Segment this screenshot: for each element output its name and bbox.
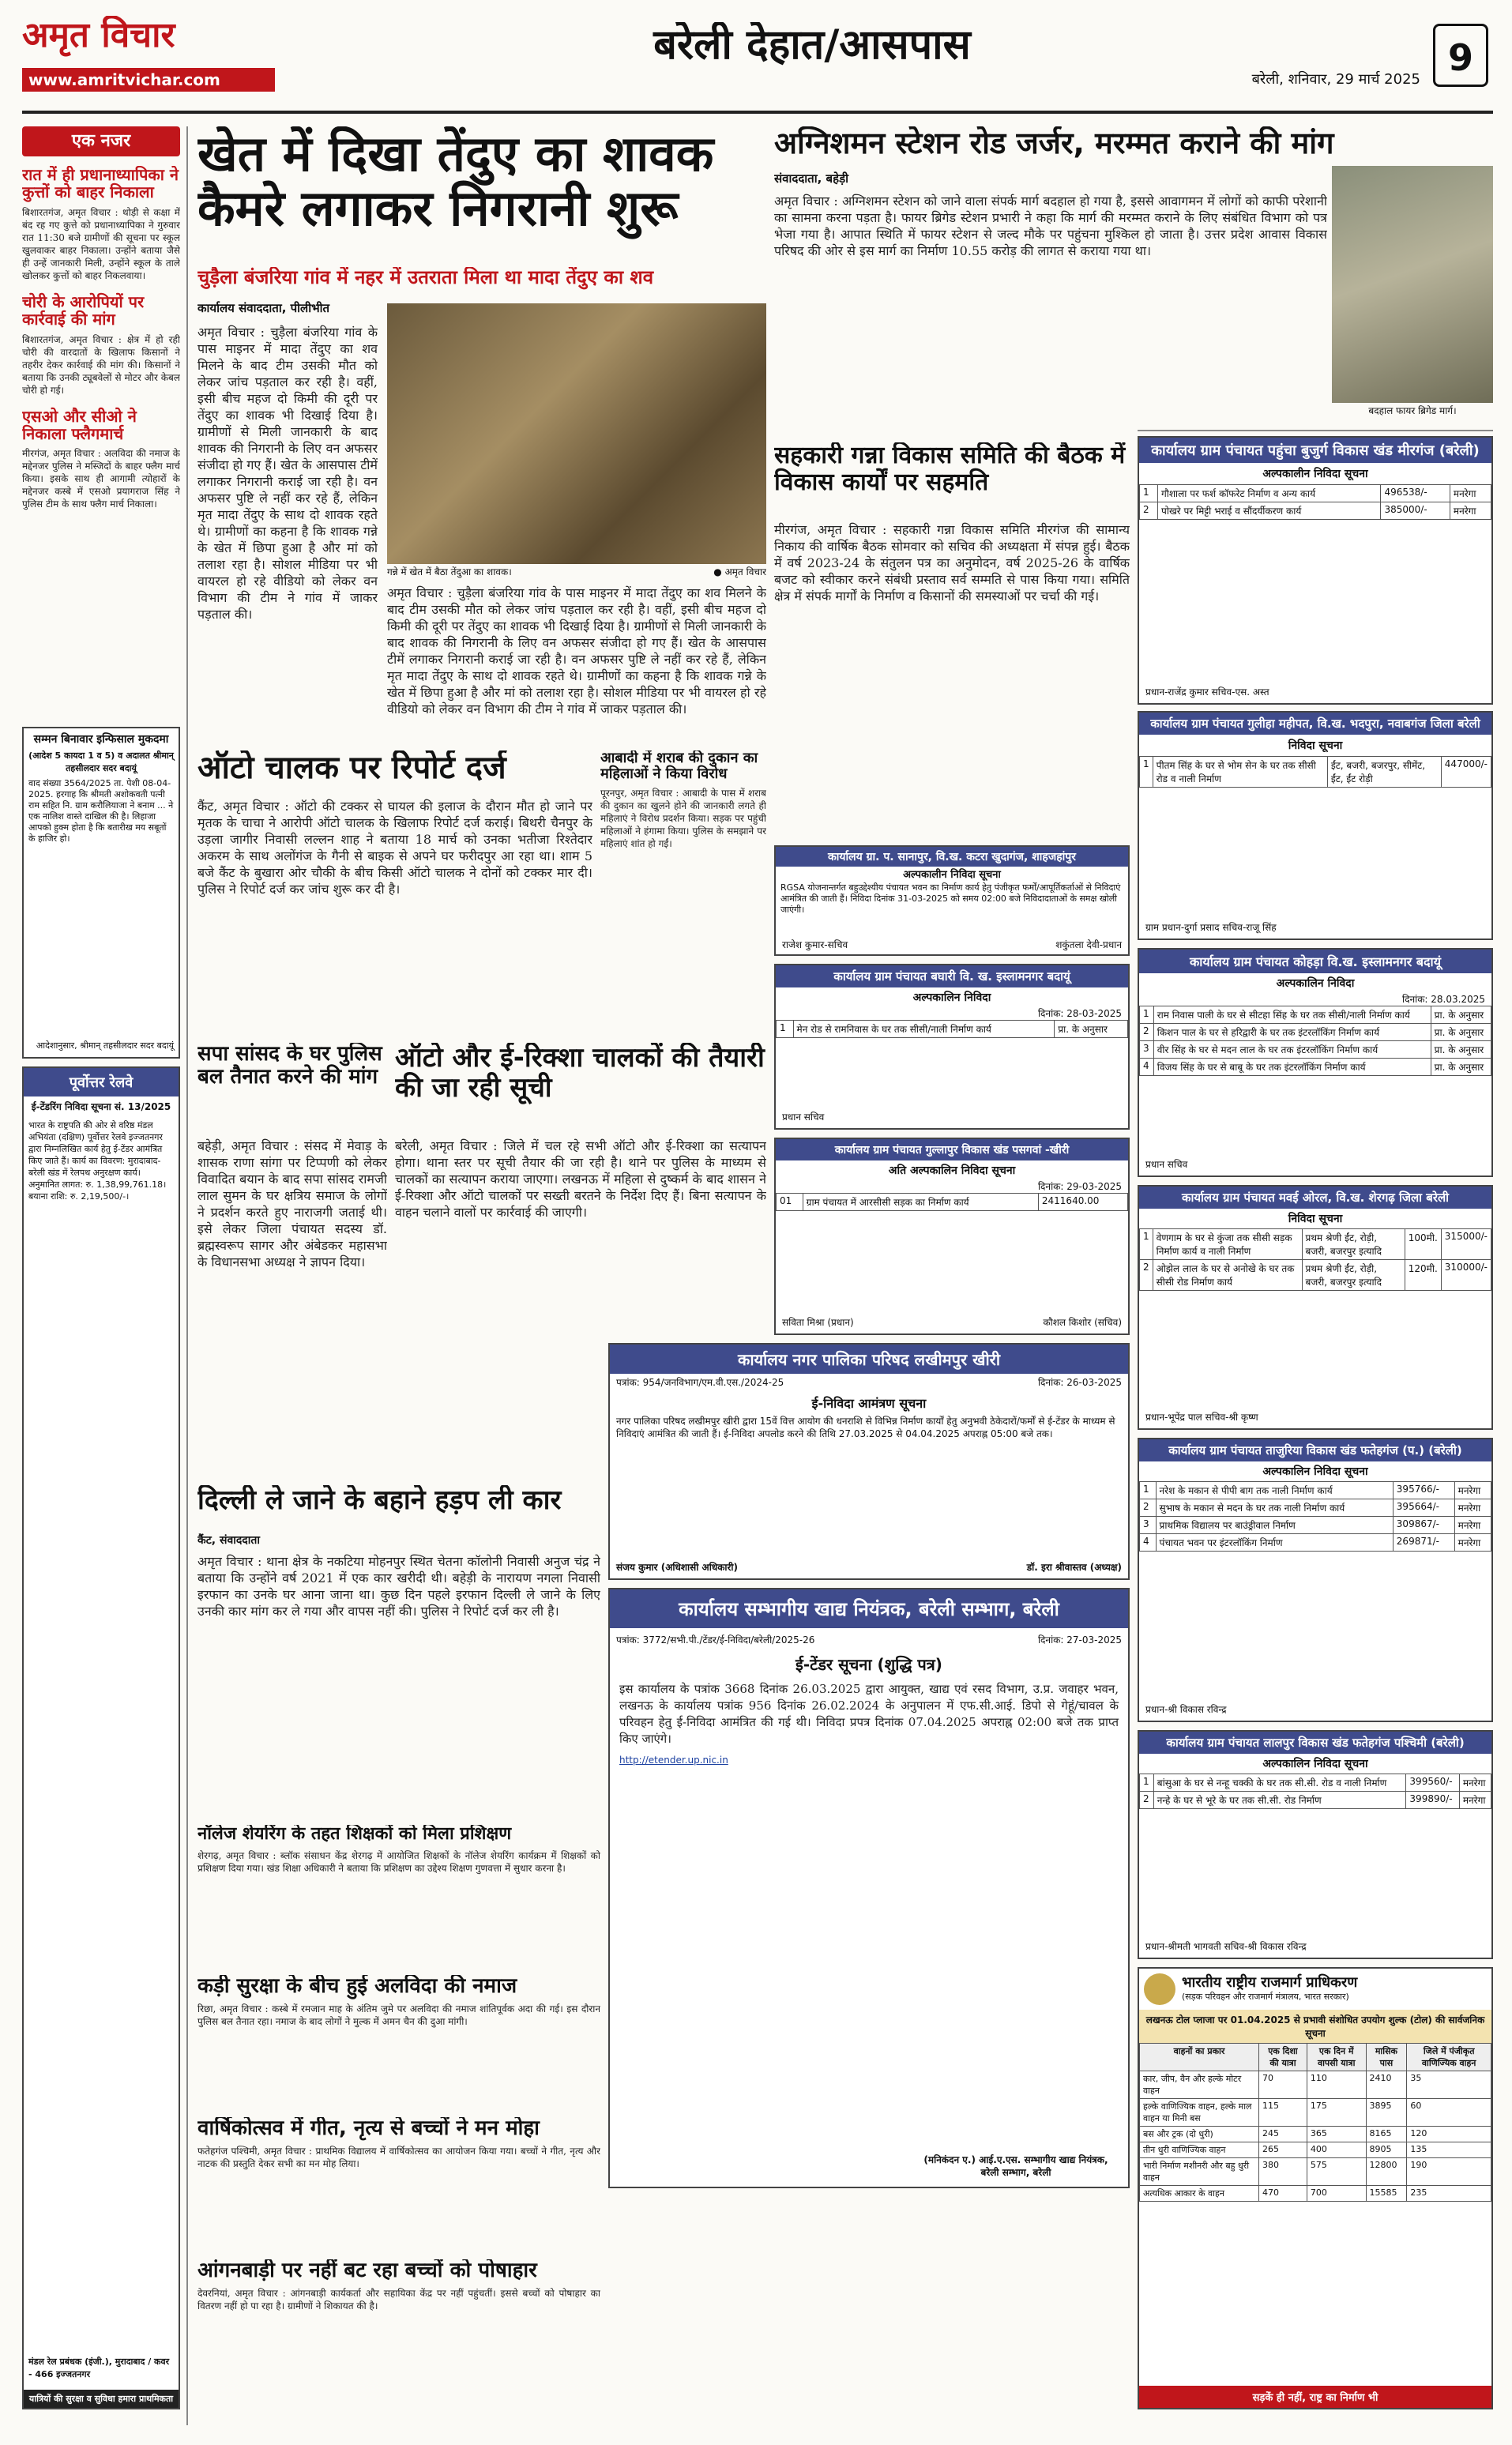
notice-signature: (मनिकंदन ए.) आई.ए.एस. सम्भागीय खाद्य नियंत्रक, बरेली सम्भाग, बरेली [923,2154,1108,2178]
sharab-body: पूरनपुर, अमृत विचार : आबादी के पास में शराब की दुकान का खुलने होने की जानकारी लगते ही महिलाएं ने विरोध प्रदर्शन किया। सड़क पर पहुंची महिलाओं ने हंगामा किया। पुलिस के समझाने पर महिलाएं शांत हो गईं। [600,788,766,850]
table-row: 1 बांसुआ के घर से नन्हू चक्की के घर तक सी.सी. रोड व नाली निर्माण 399560/- मनरेगा [1140,1774,1491,1792]
railway-body: भारत के राष्ट्रपति की ओर से वरिष्ठ मंडल अभियंता (दक्षिण) पूर्वोत्तर रेलवे इज्जतनगर द्वारा निम्नलिखित कार्य हेतु ई-टेंडर आमंत्रित किए जाते हैं। कार्य का विवरण: मुरादाबाद-बरेली खंड में रेलपथ अनुरक्षण कार्य। अनुमानित लागत: रु. 1,38,99,761.18। बयाना राशि: रु. 2,19,500/-। [28,1120,167,1202]
signature-right: डॉ. इरा श्रीवास्तव (अध्यक्ष) [1026,1562,1122,1573]
notice-signature: ग्राम प्रधान-दुर्गा प्रसाद सचिव-राजू सिंह [1145,922,1277,933]
brief-headline: रात में ही प्रधानाध्यापिका ने कुत्तों को बाहर निकाला [22,166,179,202]
signature-left: राजेश कुमार-सचिव [782,939,848,950]
lead-body-col2: अमृत विचार : चुड़ैला बंजरिया गांव के पास माइनर में मादा तेंदुए का शव मिलने के बाद टीम उसकी मौत को लेकर जांच पड़ताल कर रही है। वहीं, इसी बीच महज दो किमी की दूरी पर तेंदुए का शावक भी दिखाई दिया है। ग्रामीणों से मिली जानकारी के बाद शावक की निगरानी के लिए वन अफसर संजीदा हो गए हैं। खेत के आसपास टीमें लगाकर निगरानी कराई जा रही है। वन अफसर पुष्टि ले नहीं कर रहे हैं, लेकिन मृत मादा तेंदुए के साथ दो शावक रहते थे। ग्रामीणों का कहना है कि शावक गन्ने के खेत में छिपा हुआ है और मां को तलाश रहा है। सोशल मीडिया पर भी वायरल हो रहे वीडियो को लेकर वन विभाग की टीम ने गांव में जाकर पड़ताल की। [387,585,766,717]
notice-subtitle: निविदा सूचना [1288,1213,1343,1225]
table-row: 3 प्राथमिक विद्यालय पर बाउंड्रीवाल निर्माण 309867/- मनरेगा [1140,1517,1491,1534]
nhai-notice-title: लखनऊ टोल प्लाजा पर 01.04.2025 से प्रभावी संशोधित उपयोग शुल्क (टोल) की सार्वजनिक सूचना [1139,2010,1491,2043]
table-row: 1 नरेश के मकान से पीपी बाग तक नाली निर्माण कार्य 395766/- मनरेगा [1140,1482,1491,1499]
notice-subtitle: अल्पकालिन निविदा [912,991,991,1004]
table-row: तीन धुरी वाणिज्यिक वाहन 265 400 8905 135 [1140,2142,1491,2158]
ganna-headline: सहकारी गन्ना विकास समिति की बैठक में विकास कार्यों पर सहमति [774,442,1126,496]
notice-title: कार्यालय ग्राम पंचायत पहुंचा बुजुर्ग विकास खंड मीरगंज (बरेली) [1139,438,1491,463]
notice-subtitle: अल्पकालिन निविदा सूचना [1262,1758,1368,1770]
table-row: 1 वेणगाम के घर से कुंजा तक सीसी सड़क निर्माण कार्य व नाली निर्माण प्रथम श्रेणी ईंट, रोड़ी, बजरी, बजरपुर इत्यादि 100मी. 315000/- [1140,1229,1491,1260]
road-photo [1332,166,1493,403]
notice-title: कार्यालय ग्राम पंचायत ताजुरिया विकास खंड फतेहगंज (प.) (बरेली) [1139,1439,1491,1461]
lead-body-col1: अमृत विचार : चुड़ैला बंजरिया गांव के पास माइनर में मादा तेंदुए का शव मिलने के बाद टीम उसकी मौत को लेकर जांच पड़ताल कर रही है। वहीं, इसी बीच महज दो किमी की दूरी पर तेंदुए का शावक भी दिखाई दिया है। ग्रामीणों से मिली जानकारी के बाद शावक की निगरानी के लिए वन अफसर संजीदा हो गए हैं। खेत के आसपास टीमें लगाकर निगरानी कराई जा रही है। वन अफसर पुष्टि ले नहीं कर रहे हैं, लेकिन मृत मादा तेंदुए के साथ दो शावक रहते थे। ग्रामीणों का कहना है कि शावक गन्ने के खेत में छिपा हुआ है और मां को तलाश रहा है। सोशल मीडिया पर भी वायरल हो रहे वीडियो को लेकर वन विभाग की टीम ने गांव में जाकर पड़ताल की। [197,325,378,622]
notice-subtitle: अल्पकालिन निविदा [1276,977,1355,990]
notice-date: दिनांक: 28-03-2025 [1037,1008,1122,1019]
notice-subtitle: अल्पकालीन निविदा सूचना [903,869,1001,881]
ek-nazar-tag: एक नजर [22,126,180,156]
notice-subtitle: अल्पकालीन निविदा सूचना [1262,468,1368,480]
table-row: 4 विजय सिंह के घर से बाबू के घर तक इंटरलॉकिंग निर्माण कार्य प्रा. के अनुसार [1140,1059,1491,1076]
anganwadi-body: देवरनियां, अमृत विचार : आंगनबाड़ी कार्यकर्ता और सहायिका केंद्र पर नहीं पहुंचतीं। इससे बच्चों को पोषाहार का वितरण नहीं हो पा रहा है। ग्रामीणों ने शिकायत की है। [197,2288,600,2312]
auto-chalak-body: कैंट, अमृत विचार : ऑटो की टक्कर से घायल की इलाज के दौरान मौत हो जाने पर मृतक के चाचा ने आरोपी ऑटो चालक के खिलाफ रिपोर्ट दर्ज कराई। बिथरी चैनपुर के उड़ला जागीर निवासी लल्लन शाह ने बताया 18 मार्च को उनका भतीजा रिश्तेदार अकरम के साथ अलोंगंज के गैनी से बाइक से अपने घर फरीदपुर आ रहा था। शाम 5 बजे कैंट के बुखारा ओर चौकी के बीच किसी ऑटो चालक ने दोनों को टक्कर मार दी। पुलिस ने रिपोर्ट दर्ज कर जांच शुरू कर दी है। [197,799,592,897]
nhai-subtitle: (सड़क परिवहन और राजमार्ग मंत्रालय, भारत सरकार) [1182,1992,1349,2003]
sapa-body: बहेड़ी, अमृत विचार : संसद में मेवाड़ के शासक राणा सांगा पर टिप्पणी को लेकर विवादित बयान के बाद सपा सांसद रामजी लाल सुमन के घर क्षत्रिय समाज के लोगों ने प्रदर्शन करते हुए नाराजगी जताई थी। इसे लेकर जिला पंचायत सदस्य डॉ. ब्रह्मस्वरूप सागर और अंबेडकर महासभा के विधानसभा अध्यक्ष ने ज्ञापन दिया। [197,1138,387,1270]
delhi-body: अमृत विचार : थाना क्षेत्र के नकटिया मोहनपुर स्थित चेतना कॉलोनी निवासी अनुज चंद्र ने बताया कि उन्होंने वर्ष 2021 में एक कार खरीदी थी। बहेड़ी के नारायण नगला निवासी इरफान का उनके घर आना जाना था। कुछ दिन पहले इरफान दिल्ली ले जाने के लिए उनकी कार मांग कर ले गया और वापस नहीं की। पुलिस ने रिपोर्ट दर्ज कर ली है। [197,1554,600,1619]
notice-subtitle: ई-निविदा आमंत्रण सूचना [811,1396,927,1411]
table-row: 1 राम निवास पाली के घर से सीटहा सिंह के घर तक सीसी/नाली निर्माण कार्य प्रा. के अनुसार [1140,1006,1491,1024]
page-number: 9 [1433,24,1488,87]
gullapur-notice [774,1138,1130,1335]
brief-headline: एसओ और सीओ ने निकाला फ्लैगमार्च [22,406,137,443]
erickshaw-body: बरेली, अमृत विचार : जिले में चल रहे सभी ऑटो और ई-रिक्शा का सत्यापन होगा। थाना स्तर पर सूची तैयार की जा रही है। थाने पर पुलिस के माध्यम से चालकों का सत्यापन कराया जाएगा। लखनऊ में महिला से दुष्कर्म के बाद शासन ने ई-रिक्शा और ऑटो चालकों पर सख्ती बरतने के निर्देश दिए हैं। बिना सत्यापन के वाहन चलाने वालों पर कार्रवाई की जाएगी। [395,1138,766,1220]
table-row: भारी निर्माण मशीनरी और बहु धुरी वाहन 380 575 12800 190 [1140,2158,1491,2186]
kohda-notice [1138,948,1493,1177]
notice-title: कार्यालय ग्राम पंचायत लालपुर विकास खंड फतेहगंज पश्चिमी (बरेली) [1139,1732,1491,1754]
notice-date: दिनांक: 27-03-2025 [1037,1634,1122,1646]
notice-ref: पत्रांक: 954/जनविभाग/एम.वी.एस./2024-25 [616,1377,784,1388]
table-row: बस और ट्रक (दो धुरी) 245 365 8165 120 [1140,2127,1491,2142]
table-header-row: वाहनों का प्रकार एक दिशा की यात्रा एक दिन में वापसी यात्रा मासिक पास जिले में पंजीकृत वाणिज्यिक वाहन [1140,2044,1491,2071]
notice-title: कार्यालय ग्राम पंचायत बघारी वि. ख. इस्लामनगर बदायूं [776,965,1128,987]
notice-table [776,1193,1128,1211]
brief-body: बिशारतगंज, अमृत विचार : थोड़ी से कक्षा में बंद रह गए कुत्ते को प्रधानाध्यापिका ने गुरुवार रात 11:30 बजे ग्रामीणों की सूचना पर स्कूल खुलवाकर बाहर निकाला। उन्होंने बताया जैसे ही उन्हें जानकारी मिली, उन्होंने स्कूल के ताले खोलकर कुत्तों को बाहर निकलवाया। [22,206,180,281]
photo-caption: गन्ने में खेत में बैठा तेंदुआ का शावक। [387,566,512,577]
table-row: 1 गौशाला पर फर्श कॉफरेट निर्माण व अन्य कार्य 496538/- मनरेगा [1140,485,1491,502]
notice-subtitle: अति अल्पकालिन निविदा सूचना [888,1164,1016,1177]
notice-table [1139,1006,1491,1076]
railway-tagline: यात्रियों की सुरक्षा व सुविधा हमारा प्राथमिकता [24,2390,179,2408]
khadya-notice [608,1588,1130,2188]
notice-title: कार्यालय ग्राम पंचायत गुल्लापुर विकास खंड पसगवां -खीरी [776,1139,1128,1160]
notice-subtitle: (आदेश 5 कायदा 1 व 5) व अदालत श्रीमान् तहसीलदार सदर बदायूं [28,750,174,773]
table-row: कार, जीप, वैन और हल्के मोटर वाहन 70 110 2410 35 [1140,2071,1491,2099]
notice-body: नगर पालिका परिषद लखीमपुर खीरी द्वारा 15वें वित्त आयोग की धनराशि से विभिन्न निर्माण कार्यों हेतु अनुभवी ठेकेदारों/फर्मों से ई-टेंडर के माध्यम से निविदाएं आमंत्रित की जाती हैं। ई-निविदा अपलोड करने की तिथि 27.03.2025 से 04.04.2025 अपराह्न 05:00 बजे तक। [616,1416,1115,1439]
table-row: 2 नन्हे के घर से भूरे के घर तक सी.सी. रोड निर्माण 399890/- मनरेगा [1140,1792,1491,1809]
delhi-headline: दिल्ली ले जाने के बहाने हड़प ली कार [197,1485,562,1516]
notice-table [1139,1774,1491,1809]
table-row: 1 मेन रोड से रामनिवास के घर तक सीसी/नाली निर्माण कार्य प्रा. के अनुसार [777,1021,1128,1038]
signature-right: कौशल किशोर (सचिव) [1043,1317,1122,1328]
notice-title: कार्यालय ग्राम पंचायत मवई ओरल, वि.ख. शेरगढ़ जिला बरेली [1139,1187,1491,1209]
notice-signature: प्रधान-श्री विकास रविन्द्र [1145,1704,1227,1715]
ganna-body: मीरगंज, अमृत विचार : सहकारी गन्ना विकास समिति मीरगंज की सामान्य निकाय की वार्षिक बैठक सोमवार को सचिव की अध्यक्षता में संपन्न हुई। बैठक में वर्ष 2023-24 के संतुलन पत्र का अनुमोदन, वर्ष 2025-26 के वार्षिक बजट को स्वीकार करने संबंधी प्रस्ताव सर्व सम्मति से पास किया गया। समिति क्षेत्र में संपर्क मार्गों के निर्माण व किसानों की समस्याओं पर चर्चा की गई। [774,522,1130,604]
section-title: बरेली देहात/आसपास [653,22,971,69]
brief-headline: चोरी के आरोपियों पर कार्रवाई की मांग [22,292,145,329]
table-row: 2 किशन पाल के घर से हरिद्वारी के घर तक इंटरलॉकिंग निर्माण कार्य प्रा. के अनुसार [1140,1024,1491,1041]
notice-signature: प्रधान-श्रीमती भागवती सचिव-श्री विकास रविन्द्र [1145,1941,1307,1952]
notice-title: कार्यालय ग्राम पंचायत कोहड़ा वि.ख. इस्लामनगर बदायूं [1139,950,1491,973]
tajuriya-notice [1138,1438,1493,1722]
emblem-icon [1144,1973,1175,2005]
notice-ref: पत्रांक: 3772/सभी.पी./टेंडर/ई-निविदा/बरेली/2025-26 [616,1634,815,1646]
table-row: 4 पंचायत भवन पर इंटरलॉकिंग निर्माण 269871/- मनरेगा [1140,1534,1491,1552]
notice-table [1139,1228,1491,1291]
nhai-header [1139,1969,1491,2010]
notice-date: दिनांक: 29-03-2025 [1037,1181,1122,1192]
railway-title: ई-टेंडरिंग निविदा सूचना सं. 13/2025 [31,1101,171,1112]
toll-table [1139,2043,1491,2202]
nhai-title: भारतीय राष्ट्रीय राजमार्ग प्राधिकरण [1182,1973,1358,1991]
nhai-notice [1138,1967,1493,2409]
railway-header: पूर्वोत्तर रेलवे [24,1068,179,1096]
brief-body: मीरगंज, अमृत विचार : अलविदा की नमाज के मद्देनजर पुलिस ने मस्जिदों के बाहर फ्लैग मार्च किया। इसके साथ ही आगामी त्योहारों के मद्देनजर कस्बे में एसओ प्रयागराज सिंह ने पुलिस टीम के साथ फ्लैग मार्च निकाला। [22,448,180,510]
photo-credit: ● अमृत विचार [713,566,766,577]
ek-nazar-items [22,166,180,711]
notice-title: कार्यालय नगर पालिका परिषद लखीमपुर खीरी [610,1345,1128,1374]
logo: अमृत विचार [22,16,175,55]
divider [1138,430,1493,431]
masthead-divider [22,111,1493,114]
notice-subtitle: ई-टेंडर सूचना (शुद्धि पत्र) [795,1655,942,1674]
lead-headline: खेत में दिखा तेंदुए का शावक कैमरे लगाकर निगरानी शुरू [197,126,714,238]
sharab-box [600,750,766,1035]
sapa-headline: सपा सांसद के घर पुलिस बल तैनात करने की मांग [197,1043,382,1089]
notice-body: वाद संख्या 3564/2025 ता. पेशी 08-04-2025. हरगाह कि श्रीमती अशोकवती पत्नी राम सहित नि. ग्राम करौलियाजा ने बनाम ... ने एक नालिश वास्ते दाखिल की है। लिहाजा आपको हुक्म होता है कि बतारीख मय सबूतों के हाजिर हो। [28,778,174,844]
table-row: अत्यधिक आकार के वाहन 470 700 15585 235 [1140,2186,1491,2202]
guliha-notice [1138,711,1493,940]
masthead [22,16,1493,104]
table-row: 3 वीर सिंह के घर से मदन लाल के घर तक इंटरलॉकिंग निर्माण कार्य प्रा. के अनुसार [1140,1041,1491,1059]
mavai-notice [1138,1185,1493,1430]
notice-body: RGSA योजनान्तर्गत बहुउद्देश्यीय पंचायत भवन का निर्माण कार्य हेतु पंजीकृत फर्मों/आपूर्तिकर्ताओं से निविदाएं आमंत्रित की जाती हैं। निविदा दिनांक 31-03-2025 को समय 02:00 बजे निविदादाताओं के समक्ष खोली जाएंगी। [780,882,1121,915]
varshikotsav-headline: वार्षिकोत्सव में गीत, नृत्य से बच्चों ने मन मोहा [197,2117,540,2140]
agnishaman-byline: संवाददाता, बहेड़ी [774,171,848,186]
dateline: बरेली, शनिवार, 29 मार्च 2025 [1251,71,1420,88]
notice-subtitle: निविदा सूचना [1288,739,1343,752]
namaz-story [197,1975,600,2109]
notice-signature: प्रधान-भूपेंद्र पाल सचिव-श्री कृष्ण [1145,1412,1258,1423]
notice-table [1139,756,1491,788]
notice-date: दिनांक: 26-03-2025 [1037,1377,1122,1388]
court-notice [22,727,180,1059]
knowledge-body: शेरगढ़, अमृत विचार : ब्लॉक संसाधन केंद्र शेरगढ़ में आयोजित शिक्षकों के नॉलेज शेयरिंग कार्यक्रम में शिक्षकों को प्रशिक्षण दिया गया। खंड शिक्षा अधिकारी ने बताया कि प्रशिक्षण का उद्देश्य शिक्षण गुणवत्ता में सुधार करना है। [197,1849,600,1874]
notice-title: कार्यालय ग्राम पंचायत गुलीहा महीपत, वि.ख. भदपुरा, नवाबगंज जिला बरेली [1139,713,1491,735]
agnishaman-body: अमृत विचार : अग्निशमन स्टेशन को जाने वाला संपर्क मार्ग बदहाल हो गया है, इससे आवागमन में लोगों को काफी परेशानी का सामना करना पड़ता है। फायर ब्रिगेड स्टेशन प्रभारी ने कहा कि मार्ग की मरम्मत कराने के लिए संबंधित विभाग को पत्र भेजा गया है। आपात स्थिति में फायर स्टेशन से जल्द मौके पर पहुंचना मुश्किल हो जाता है। उत्तर प्रदेश आवास विकास परिषद की ओर से इस मार्ग का निर्माण 10.55 करोड़ की लागत से कराया गया था। [774,194,1327,258]
lalpur-notice [1138,1730,1493,1959]
notice-title: कार्यालय सम्भागीय खाद्य नियंत्रक, बरेली सम्भाग, बरेली [610,1589,1128,1628]
notice-signature: प्रधान-राजेंद्र कुमार सचिव-एस. अस्त [1145,686,1269,698]
notice-title: सम्मन बिनावार इन्फिसाल मुकदमा [33,733,169,746]
knowledge-story [197,1825,600,1967]
notice-table [1139,1481,1491,1552]
notice-subtitle: अल्पकालिन निविदा सूचना [1262,1465,1368,1478]
ek-nazar-column [22,126,180,711]
lead-byline: कार्यालय संवाददाता, पीलीभीत [197,301,330,315]
table-row: 2 सुभाष के मकान से मदन के घर तक नाली निर्माण कार्य 395664/- मनरेगा [1140,1499,1491,1517]
agnishaman-headline: अग्निशमन स्टेशन रोड जर्जर, मरम्मत कराने की मांग [774,126,1334,160]
signature-left: संजय कुमार (अधिशासी अधिकारी) [616,1562,739,1573]
signature-left: सविता मिश्रा (प्रधान) [782,1317,854,1328]
namaz-body: रिछा, अमृत विचार : कस्बे में रमजान माह के अंतिम जुमे पर अलविदा की नमाज शांतिपूर्वक अदा की गई। इस दौरान पुलिस बल तैनात रहा। नमाज के बाद लोगों ने मुल्क में अमन चैन की दुआ मांगी। [197,2003,600,2028]
erickshaw-headline: ऑटो और ई-रिक्शा चालकों की तैयारी की जा रही सूची [395,1043,765,1104]
leopard-cub-photo [387,303,766,564]
nhai-footer: सड़कें ही नहीं, राष्ट्र का निर्माण भी [1139,2386,1491,2408]
anganwadi-story [197,2259,600,2409]
notice-signature: प्रधान सचिव [1145,1159,1188,1170]
notice-table [776,1020,1128,1038]
auto-chalak-headline: ऑटो चालक पर रिपोर्ट दर्ज [197,750,506,786]
lead-subhead: चुड़ैला बंजरिया गांव में नहर में उतराता मिला था मादा तेंदुए का शव [197,267,654,288]
knowledge-headline: नॉलेज शेयरिंग के तहत शिक्षकों को मिला प्रशिक्षण [197,1825,512,1844]
lakhimpur-notice [608,1343,1130,1580]
notice-signature: आदेशानुसार, श्रीमान् तहसीलदार सदर बदायूं [36,1040,174,1051]
railway-footer: मंडल रेल प्रबंधक (इंजी.), मुरादाबाद / कवर - 466 इज्जतनगर [28,2357,170,2379]
delhi-byline: कैंट, संवाददाता [197,1534,260,1547]
railway-notice [22,1066,180,2409]
notice-signature: प्रधान सचिव [782,1112,825,1123]
varshikotsav-body: फतेहगंज पश्चिमी, अमृत विचार : प्राथमिक विद्यालय में वार्षिकोत्सव का आयोजन किया गया। बच्चों ने गीत, नृत्य और नाटक की प्रस्तुति देकर सभी का मन मोह लिया। [197,2146,600,2170]
table-row: 01 ग्राम पंचायत में आरसीसी सड़क का निर्माण कार्य 2411640.00 [777,1194,1128,1211]
notice-website[interactable]: http://etender.up.nic.in [619,1755,728,1766]
notice-body: इस कार्यालय के पत्रांक 3668 दिनांक 26.03.2025 द्वारा आयुक्त, खाद्य एवं रसद विभाग, उ.प्र. जवाहर भवन, लखनऊ के कार्यालय पत्रांक 956 दिनांक 26.02.2024 के अनुपालन में एफ.सी.आई. डिपो से गेहूं/चावल के परिवहन हेतु ई-निविदा आमंत्रित की गई थी। निविदा प्रपत्र दिनांक 07.04.2025 अपराह्न 02:00 बजे तक प्राप्त किए जाएंगे। [619,1682,1119,1746]
table-row: 2 पोखरे पर मिट्टी भराई व सौंदर्यीकरण कार्य 385000/- मनरेगा [1140,502,1491,520]
table-row: 1 पीतम सिंह के घर से भोम सेन के घर तक सीसी रोड व नाली निर्माण ईंट, बजरी, बजरपुर, सीमेंट, ईंट, ईंट रोड़ी 447000/- [1140,757,1491,788]
anganwadi-headline: आंगनबाड़ी पर नहीं बट रहा बच्चों को पोषाहार [197,2259,537,2282]
varshikotsav-story [197,2117,600,2251]
notice-table [1139,484,1491,520]
signature-right: शकुंतला देवी-प्रधान [1055,939,1122,950]
notice-title: कार्यालय ग्रा. प. सानापुर, वि.ख. कटरा खुदागंज, शाहजहांपुर [776,847,1128,867]
road-photo-caption: बदहाल फायर ब्रिगेड मार्ग। [1368,405,1457,416]
column-divider [186,126,188,2425]
shahjahanpur-notice [774,845,1130,956]
sharab-headline: आबादी में शराब की दुकान का महिलाओं ने किया विरोध [600,750,758,783]
notice-date: दिनांक: 28.03.2025 [1401,994,1485,1005]
brief-body: बिशारतगंज, अमृत विचार : क्षेत्र में हो रही चोरी की वारदातों के खिलाफ किसानों ने तहरीर देकर कार्रवाई की मांग की। किसानों ने बताया कि उनकी ट्यूबवेलों से मोटर और केबल चोरी हो गई। [22,333,180,396]
namaz-headline: कड़ी सुरक्षा के बीच हुई अलविदा की नमाज [197,1975,517,1998]
miraganj-notice [1138,436,1493,705]
website[interactable]: www.amritvichar.com [22,68,275,92]
table-row: हल्के वाणिज्यिक वाहन, हल्के माल वाहन या मिनी बस 115 175 3895 60 [1140,2099,1491,2127]
baghari-notice [774,964,1130,1130]
table-row: 2 ओझेल लाल के घर से अनोखे के घर तक सीसी रोड निर्माण कार्य प्रथम श्रेणी ईंट, रोड़ी, बजरी, बजरपुर इत्यादि 120मी. 310000/- [1140,1260,1491,1291]
